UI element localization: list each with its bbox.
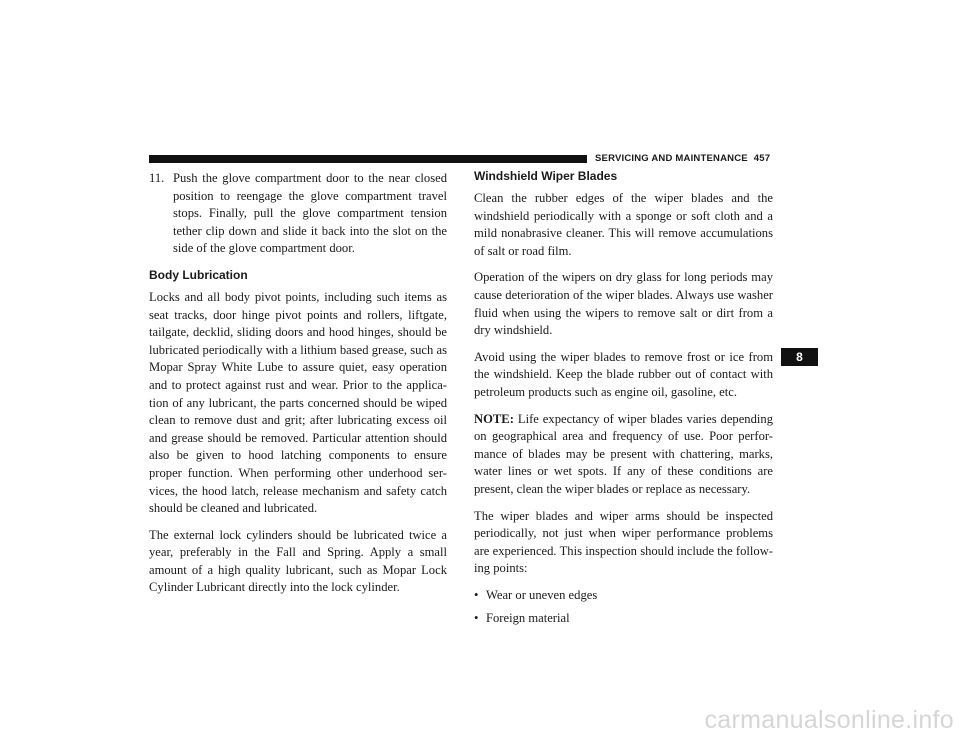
header-rule	[149, 155, 587, 163]
bullet-icon: •	[474, 587, 479, 602]
chapter-tab: 8	[781, 348, 818, 366]
step-text: Push the glove compartment door to the near closed position to reengage the glove compartment travel stops. Finally, pull the glove compartment tension tether clip down and slide it back into the slot on the side of the glove compartment door.	[173, 171, 447, 256]
bullet-icon: •	[474, 611, 479, 626]
section-title: SERVICING AND MAINTENANCE	[595, 153, 748, 164]
list-item	[474, 610, 773, 628]
right-column	[474, 170, 773, 634]
note-text: Life expectancy of wiper blades varies depending on geographical area and frequency of use. Poor perfor-mance of blades may be present with chattering, marks, water lines or wet spots. If any of these conditions are present, clean the wiper blades or replace as necessary.	[474, 411, 773, 496]
watermark: carmanualsonline.info	[704, 706, 954, 734]
wiper-paragraph-4: The wiper blades and wiper arms should be inspected periodically, not just when wiper performance problems are experienced. This inspection should include the follow-ing points:	[474, 508, 773, 576]
wiper-paragraph-2: Operation of the wipers on dry glass for long periods may cause deterioration of the wiper blades. Always use washer fluid when using the wipers to remove salt or dirt from a dry windshield.	[474, 270, 773, 338]
list-item-text: Foreign material	[486, 611, 570, 626]
body-lubrication-paragraph-2: The external lock cylinders should be lubricated twice a year, preferably in the Fall and Spring. Apply a small amount of a high quality lubricant, such as Mopar Lock Cylinder Lubricant directly into the lock cylinder.	[149, 527, 447, 595]
step-number: 11.	[149, 171, 165, 185]
heading-body-lubrication: Body Lubrication	[149, 267, 248, 282]
list-item-text: Wear or uneven edges	[486, 587, 598, 602]
list-item	[474, 587, 773, 605]
step-11	[149, 170, 447, 258]
page-number: 457	[753, 153, 771, 164]
wiper-paragraph-3: Avoid using the wiper blades to remove frost or ice from the windshield. Keep the blade rubber out of contact with petroleum products such as engine oil, gasoline, etc.	[474, 349, 773, 399]
note-label: NOTE:	[474, 411, 514, 426]
heading-wiper-blades: Windshield Wiper Blades	[474, 169, 618, 183]
running-header	[595, 153, 770, 164]
inspection-points-list	[474, 587, 773, 628]
body-lubrication-paragraph-1: Locks and all body pivot points, including such items as seat tracks, door hinge pivot points and rollers, liftgate, tailgate, decklid, sliding doors and hood hinges, should be lubricated periodically with a lithium based grease, such as Mopar Spray White Lube to assure quiet, easy operation and to protect against rust and wear. Prior to the applica-tion of any lubricant, the parts concerned should be wiped clean to remove dust and grit; after lubricating excess oil and grease should be removed. Particular attention should also be given to hood latching components to ensure proper function. When performing other underhood ser-vices, the hood latch, release mechanism and safety catch should be cleaned and lubricated.	[149, 289, 447, 516]
wiper-paragraph-1: Clean the rubber edges of the wiper blades and the windshield periodically with a sponge or soft cloth and a mild nonabrasive cleaner. This will remove accumulations of salt or road film.	[474, 191, 773, 258]
note-paragraph	[474, 411, 773, 499]
left-column	[149, 170, 447, 606]
